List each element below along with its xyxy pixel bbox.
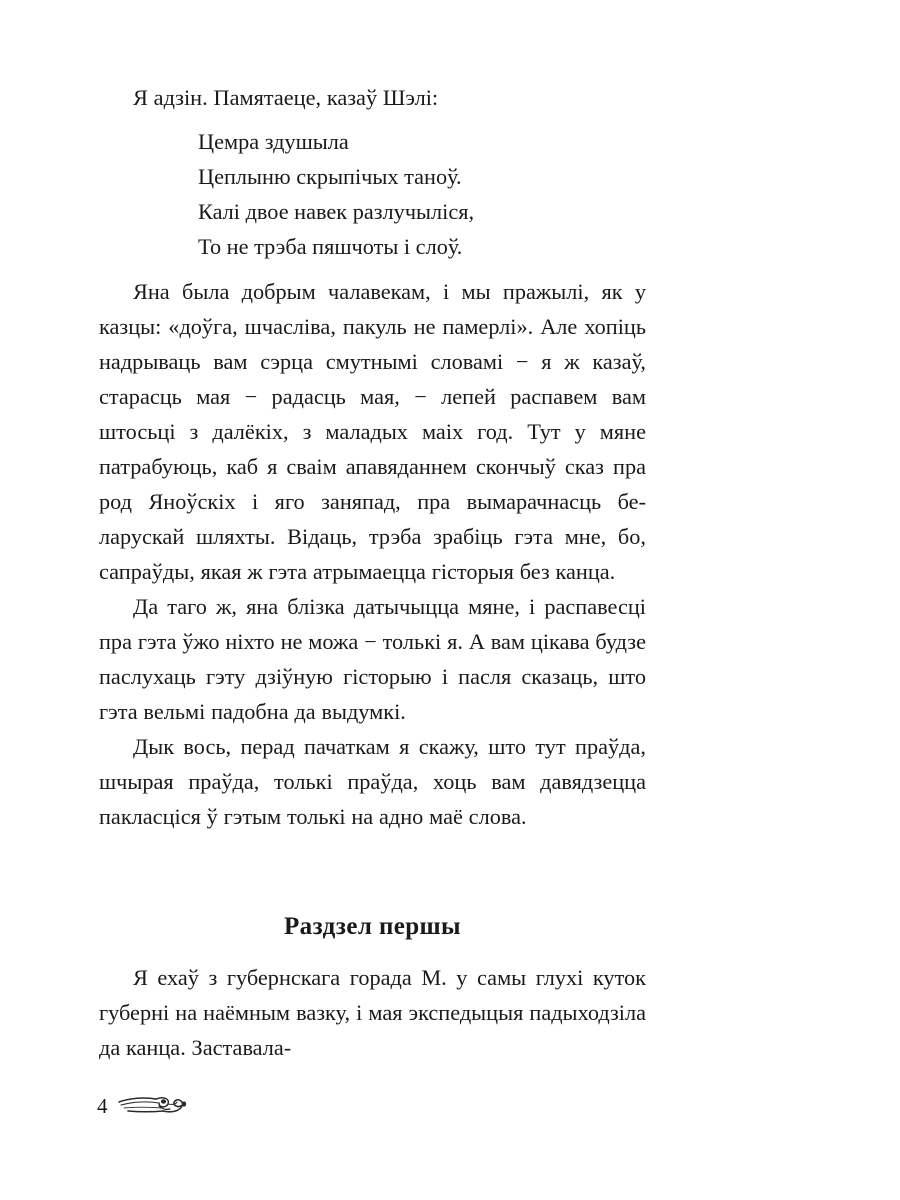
body-paragraph: Яна была добрым чалавекам, і мы пражылі, як у казцы: «доўга, шчасліва, пакуль не памерлі». Але хопіць надрываць вам сэрца смутнымі словамі − я ж казаў, старасць мая − радасць мая, − лепей распавем вам штосьці з далёкіх, з маладых маіх год. Тут у мяне патрабуюць, каб я сваім апавяданнем скончыў сказ пра род Яноўскіх і яго заняпад, пра вымарачнасць беларускай шляхты. Відаць, трэба зрабіць гэта мне, бо, сапраўды, якая ж гэта атрымаецца гісторыя без канца. [99,279,646,584]
body-paragraph: Дык вось, перад пачаткам я скажу, што тут праўда, шчырая праўда, толькі праўда, хоць вам давядзецца пакласціся ў гэтым толькі на адно маё слова. [99,734,646,829]
chapter-paragraph: Я ехаў з губернскага горада М. у самы глухі куток губерні на наёмным вазку, і мая экспедыцыя падыходзіла да канца. Заставала- [99,965,646,1060]
page-number: 4 [97,1093,108,1118]
body-paragraph: Да таго ж, яна блізка датычыцца мяне, і распавесці пра гэта ўжо ніхто не можа − толькі я. А вам цікава будзе паслухаць гэту дзіўную гісторыю і пасля сказаць, што гэта вельмі падобна да выдумкі. [99,594,646,724]
flourish-ornament-icon [118,1093,190,1119]
chapter-heading: Раздзел першы [284,913,461,940]
verse-line: То не трэба пяшчоты і слоў. [198,234,463,259]
verse-block [99,115,646,274]
verse-line: Цеплыню скрыпічых таноў. [198,164,462,189]
verse-line: Калі двое навек разлучыліся, [198,199,475,224]
text-column [99,80,646,1065]
intro-line: Я адзін. Памятаеце, казаў Шэлі: [133,85,439,110]
page-footer [97,1093,190,1119]
verse-line: Цемра здушыла [198,129,349,154]
